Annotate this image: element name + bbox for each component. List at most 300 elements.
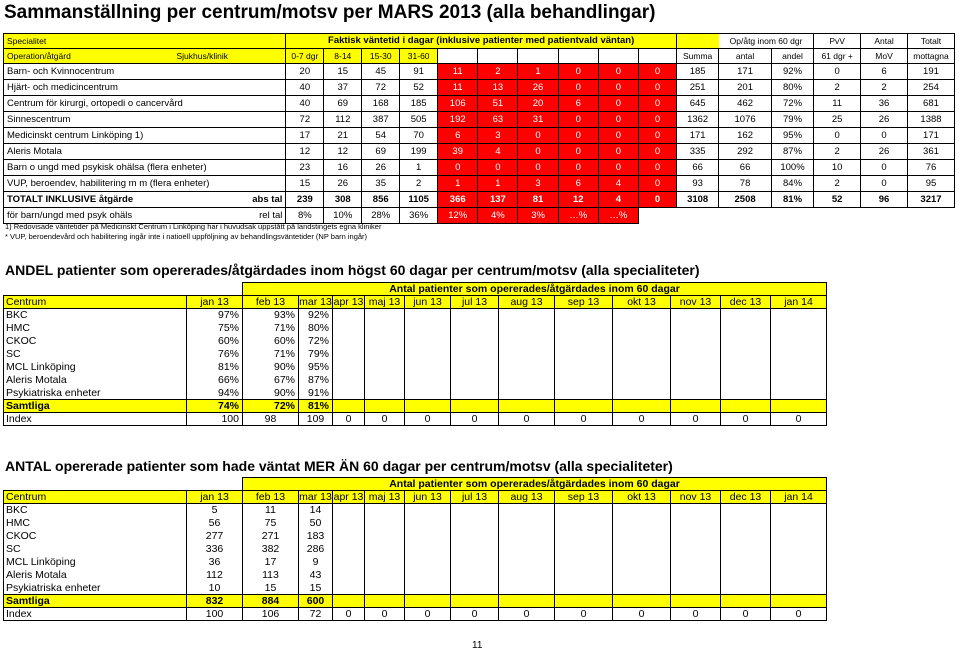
- cell-value: [405, 309, 451, 322]
- centrum-name: CKOC: [4, 530, 187, 543]
- col-header: 31-60: [400, 49, 438, 64]
- month-header: feb 13: [243, 296, 299, 309]
- cell-value: [333, 361, 365, 374]
- index-cell: 0: [451, 608, 499, 621]
- month-header: nov 13: [671, 296, 721, 309]
- month-header: jun 13: [405, 491, 451, 504]
- cell-value: 76: [907, 160, 954, 176]
- cell-value: 462: [719, 96, 771, 112]
- cell-value: 15: [286, 176, 324, 192]
- month-header: aug 13: [499, 296, 555, 309]
- cell-value: [365, 556, 405, 569]
- centrum-col-header: Centrum: [4, 296, 187, 309]
- centrum-name: Sinnescentrum: [4, 112, 286, 128]
- cell-value: 35: [362, 176, 400, 192]
- cell-value: 80%: [299, 322, 333, 335]
- cell-value: 6: [438, 128, 478, 144]
- cell-value: [499, 322, 555, 335]
- rel-cell: …%: [558, 208, 598, 224]
- total-cell: 81%: [771, 192, 813, 208]
- cell-value: 2: [814, 176, 861, 192]
- rel-cell: 12%: [438, 208, 478, 224]
- cell-value: [365, 517, 405, 530]
- cell-value: 69: [362, 144, 400, 160]
- cell-value: 1388: [907, 112, 954, 128]
- cell-value: [671, 556, 721, 569]
- cell-value: 2: [861, 80, 908, 96]
- cell-value: 387: [362, 112, 400, 128]
- cell-value: [451, 335, 499, 348]
- table-row: [4, 543, 827, 556]
- cell-value: [721, 387, 771, 400]
- cell-value: [365, 387, 405, 400]
- col-header: 0-7 dgr: [286, 49, 324, 64]
- cell-value: [333, 582, 365, 595]
- samtliga-row: [4, 400, 827, 413]
- rel-sub-label: rel tal: [177, 208, 286, 224]
- cell-value: 2: [814, 144, 861, 160]
- cell-value: 92%: [299, 309, 333, 322]
- cell-value: 52: [400, 80, 438, 96]
- index-cell: 72: [299, 608, 333, 621]
- cell-value: [365, 543, 405, 556]
- samtliga-cell: [451, 400, 499, 413]
- total-cell: 3108: [676, 192, 718, 208]
- page-title: Sammanställning per centrum/motsv per MARS 2013 (alla behandlingar): [4, 2, 656, 23]
- cell-value: 20: [286, 64, 324, 80]
- cell-value: 36: [187, 556, 243, 569]
- cell-value: 84%: [771, 176, 813, 192]
- cell-value: 25: [814, 112, 861, 128]
- empty-cell: [4, 283, 243, 296]
- footnote-2: * VUP, beroendevård och habilitering ingår inte i natioell uppföljning av behandlingsväntetider (NP barn ingår): [5, 232, 368, 241]
- cell-value: 112: [324, 112, 362, 128]
- centrum-name: Aleris Motala: [4, 374, 187, 387]
- total-cell: 1105: [400, 192, 438, 208]
- cell-value: [499, 556, 555, 569]
- cell-value: 0: [558, 64, 598, 80]
- centrum-name: HMC: [4, 322, 187, 335]
- rel-cell: 4%: [478, 208, 518, 224]
- cell-value: [451, 569, 499, 582]
- cell-value: [333, 335, 365, 348]
- samtliga-cell: [721, 400, 771, 413]
- total-cell: 52: [814, 192, 861, 208]
- cell-value: 26: [324, 176, 362, 192]
- index-cell: 0: [333, 413, 365, 426]
- cell-value: [613, 582, 671, 595]
- index-cell: 0: [365, 608, 405, 621]
- cell-value: 199: [400, 144, 438, 160]
- cell-value: 4: [598, 176, 638, 192]
- cell-value: 15: [324, 64, 362, 80]
- cell-value: [555, 348, 613, 361]
- samtliga-cell: 884: [243, 595, 299, 608]
- cell-value: 10: [187, 582, 243, 595]
- cell-value: [721, 517, 771, 530]
- cell-value: 162: [719, 128, 771, 144]
- cell-value: [671, 517, 721, 530]
- cell-value: 0: [638, 112, 676, 128]
- cell-value: 0: [598, 96, 638, 112]
- centrum-name: Centrum för kirurgi, ortopedi o cancervård: [4, 96, 286, 112]
- cell-value: 185: [676, 64, 718, 80]
- centrum-name: Medicinskt centrum Linköping 1): [4, 128, 286, 144]
- total-cell: 96: [861, 192, 908, 208]
- cell-value: [499, 335, 555, 348]
- month-header: jan 13: [187, 296, 243, 309]
- cell-value: [365, 361, 405, 374]
- cell-value: 60%: [187, 335, 243, 348]
- month-header: okt 13: [613, 296, 671, 309]
- cell-value: [771, 517, 827, 530]
- cell-value: 51: [478, 96, 518, 112]
- rel-cell: 28%: [362, 208, 400, 224]
- cell-value: 97%: [187, 309, 243, 322]
- cell-value: 0: [638, 176, 676, 192]
- cell-value: 10: [814, 160, 861, 176]
- cell-value: 75: [243, 517, 299, 530]
- cell-value: 2: [400, 176, 438, 192]
- month-header: maj 13: [365, 296, 405, 309]
- cell-value: 69: [324, 96, 362, 112]
- cell-value: 23: [286, 160, 324, 176]
- cell-value: [333, 543, 365, 556]
- cell-value: 2: [478, 64, 518, 80]
- cell-value: [771, 374, 827, 387]
- table-row: [4, 144, 955, 160]
- cell-value: [405, 569, 451, 582]
- col-header: 61-90: [438, 49, 478, 64]
- cell-value: 26: [861, 112, 908, 128]
- cell-value: [405, 504, 451, 517]
- cell-value: [451, 374, 499, 387]
- cell-value: [365, 530, 405, 543]
- cell-value: 0: [598, 128, 638, 144]
- cell-value: [613, 556, 671, 569]
- table-row: [4, 569, 827, 582]
- table-row: [4, 335, 827, 348]
- cell-value: 0: [861, 160, 908, 176]
- cell-value: [365, 569, 405, 582]
- cell-value: [405, 582, 451, 595]
- cell-value: [771, 543, 827, 556]
- cell-value: 183: [299, 530, 333, 543]
- cell-value: [451, 309, 499, 322]
- cell-value: 292: [719, 144, 771, 160]
- samtliga-cell: [405, 595, 451, 608]
- andel-heading: ANDEL patienter som opererades/åtgärdades inom högst 60 dagar per centrum/motsv (alla specialiteter): [5, 262, 700, 278]
- cell-value: [451, 543, 499, 556]
- total-cell: 2508: [719, 192, 771, 208]
- cell-value: [333, 387, 365, 400]
- cell-value: 168: [362, 96, 400, 112]
- cell-value: [499, 348, 555, 361]
- cell-value: [451, 530, 499, 543]
- cell-value: 112: [187, 569, 243, 582]
- cell-value: 15: [243, 582, 299, 595]
- cell-value: [555, 335, 613, 348]
- index-label: Index: [4, 608, 187, 621]
- cell-value: [405, 556, 451, 569]
- cell-value: 0: [518, 128, 558, 144]
- month-header: apr 13: [333, 295, 364, 308]
- total-cell: 3217: [907, 192, 954, 208]
- cell-value: [613, 543, 671, 556]
- cell-value: 81%: [187, 361, 243, 374]
- cell-value: 70: [400, 128, 438, 144]
- span-header: Antal patienter som opererades/åtgärdades inom 60 dagar: [243, 283, 827, 296]
- index-cell: 0: [771, 608, 827, 621]
- cell-value: 40: [286, 80, 324, 96]
- cell-value: [365, 335, 405, 348]
- cell-value: 0: [518, 160, 558, 176]
- cell-value: [451, 556, 499, 569]
- rel-cell: 36%: [400, 208, 438, 224]
- cell-value: 0: [638, 128, 676, 144]
- cell-value: [721, 543, 771, 556]
- andel-table: [3, 282, 827, 426]
- centrum-col-header: Centrum: [4, 491, 187, 504]
- cell-value: 9: [299, 556, 333, 569]
- table-row: [4, 112, 955, 128]
- cell-value: [771, 361, 827, 374]
- cell-value: 40: [286, 96, 324, 112]
- main-waiting-time-table: [3, 33, 955, 224]
- cell-value: [613, 335, 671, 348]
- cell-value: 192: [438, 112, 478, 128]
- index-cell: 100: [187, 413, 243, 426]
- total-cell: 308: [324, 192, 362, 208]
- cell-value: 95%: [771, 128, 813, 144]
- empty-cell: [638, 208, 954, 224]
- cell-value: [721, 309, 771, 322]
- centrum-name: HMC: [4, 517, 187, 530]
- footnote-1: 1) Redovisade väntetider på Medicinskt Centrum i Linköping har i huvudsak uppstått på landstingets egna kliniker: [5, 222, 382, 231]
- cell-value: 251: [676, 80, 718, 96]
- col-header: andel: [771, 49, 813, 64]
- cell-value: 113: [243, 569, 299, 582]
- cell-value: [499, 569, 555, 582]
- cell-value: 87%: [299, 374, 333, 387]
- cell-value: 0: [638, 144, 676, 160]
- cell-value: 12: [286, 144, 324, 160]
- cell-value: 645: [676, 96, 718, 112]
- centrum-name: CKOC: [4, 335, 187, 348]
- centrum-name: Psykiatriska enheter: [4, 387, 187, 400]
- cell-value: 3: [518, 176, 558, 192]
- cell-value: 12: [324, 144, 362, 160]
- cell-value: 43: [299, 569, 333, 582]
- header-row-1: [4, 34, 955, 49]
- cell-value: [771, 504, 827, 517]
- cell-value: [721, 569, 771, 582]
- cell-value: 0: [438, 160, 478, 176]
- col-header: Summa: [676, 49, 718, 64]
- col-header: 121-180: [518, 49, 558, 64]
- samtliga-cell: [405, 400, 451, 413]
- index-cell: 0: [671, 413, 721, 426]
- cell-value: 14: [299, 504, 333, 517]
- table-row: [4, 374, 827, 387]
- cell-value: [499, 504, 555, 517]
- cell-value: 681: [907, 96, 954, 112]
- cell-value: [771, 556, 827, 569]
- cell-value: [555, 530, 613, 543]
- cell-value: [671, 530, 721, 543]
- month-header: jan 14: [771, 296, 827, 309]
- cell-value: 171: [907, 128, 954, 144]
- col-header: antal: [719, 49, 771, 64]
- header-row-2: [4, 49, 955, 64]
- index-row: [4, 608, 827, 621]
- index-cell: 0: [451, 413, 499, 426]
- cell-value: 16: [324, 160, 362, 176]
- samtliga-cell: [771, 400, 827, 413]
- cell-value: [405, 361, 451, 374]
- cell-value: [613, 504, 671, 517]
- samtliga-cell: [333, 595, 365, 608]
- index-cell: 0: [671, 608, 721, 621]
- samtliga-cell: 600: [299, 595, 333, 608]
- cell-value: 90%: [243, 387, 299, 400]
- cell-value: [671, 582, 721, 595]
- cell-value: [499, 387, 555, 400]
- cell-value: [771, 387, 827, 400]
- month-header: apr 13: [333, 490, 364, 503]
- cell-value: [405, 543, 451, 556]
- cell-value: [771, 348, 827, 361]
- cell-value: 21: [324, 128, 362, 144]
- pvv-header: PvV: [814, 34, 861, 49]
- col-header: 61 dgr +: [814, 49, 861, 64]
- centrum-name: Aleris Motala: [4, 144, 286, 160]
- centrum-name: Barn o ungd med psykisk ohälsa (flera enheter): [4, 160, 286, 176]
- cell-value: 75%: [187, 322, 243, 335]
- cell-value: 0: [861, 128, 908, 144]
- total-cell: 366: [438, 192, 478, 208]
- samtliga-cell: [721, 595, 771, 608]
- cell-value: 335: [676, 144, 718, 160]
- cell-value: 191: [907, 64, 954, 80]
- table-row: [4, 322, 827, 335]
- cell-value: [671, 361, 721, 374]
- col-header: 91-120: [478, 49, 518, 64]
- cell-value: [451, 504, 499, 517]
- cell-value: [499, 309, 555, 322]
- cell-value: [405, 322, 451, 335]
- cell-value: 0: [598, 64, 638, 80]
- cell-value: 0: [861, 176, 908, 192]
- cell-value: [405, 348, 451, 361]
- cell-value: [555, 582, 613, 595]
- sjukhus-header: Sjukhus/klinik: [177, 49, 286, 64]
- cell-value: 0: [638, 96, 676, 112]
- cell-value: 93%: [243, 309, 299, 322]
- rel-cell: …%: [598, 208, 638, 224]
- index-cell: 0: [405, 608, 451, 621]
- col-header: 15-30: [362, 49, 400, 64]
- antal-table: [3, 477, 827, 621]
- cell-value: [771, 335, 827, 348]
- footnotes: [5, 222, 381, 242]
- specialitet-header: Specialitet: [4, 34, 286, 49]
- rel-cell: 3%: [518, 208, 558, 224]
- cell-value: [771, 569, 827, 582]
- cell-value: 271: [243, 530, 299, 543]
- month-header: jan 13: [187, 491, 243, 504]
- cell-value: [671, 387, 721, 400]
- cell-value: [333, 322, 365, 335]
- cell-value: 67%: [243, 374, 299, 387]
- cell-value: 6: [558, 176, 598, 192]
- col-header: mottagna: [907, 49, 954, 64]
- table-row: [4, 517, 827, 530]
- index-cell: 0: [555, 608, 613, 621]
- opatg-header: Op/åtg inom 60 dgr: [719, 34, 814, 49]
- index-cell: 109: [299, 413, 333, 426]
- cell-value: [499, 361, 555, 374]
- cell-value: 72%: [299, 335, 333, 348]
- cell-value: [499, 582, 555, 595]
- cell-value: [555, 309, 613, 322]
- centrum-name: MCL Linköping: [4, 361, 187, 374]
- cell-value: [499, 543, 555, 556]
- cell-value: 71%: [243, 348, 299, 361]
- table-row: [4, 387, 827, 400]
- cell-value: [721, 504, 771, 517]
- cell-value: [721, 374, 771, 387]
- cell-value: 0: [814, 128, 861, 144]
- month-header: jul 13: [451, 296, 499, 309]
- cell-value: 54: [362, 128, 400, 144]
- samtliga-cell: [771, 595, 827, 608]
- cell-value: 185: [400, 96, 438, 112]
- cell-value: [771, 322, 827, 335]
- cell-value: [721, 556, 771, 569]
- cell-value: 60%: [243, 335, 299, 348]
- cell-value: 1: [518, 64, 558, 80]
- empty-cell: [4, 478, 243, 491]
- cell-value: 0: [598, 160, 638, 176]
- cell-value: 87%: [771, 144, 813, 160]
- samtliga-cell: [365, 595, 405, 608]
- samtliga-label: Samtliga: [4, 400, 187, 413]
- centrum-name: Aleris Motala: [4, 569, 187, 582]
- col-header: 181-365: [558, 49, 598, 64]
- centrum-name: BKC: [4, 309, 187, 322]
- cell-value: [451, 387, 499, 400]
- index-cell: 0: [499, 608, 555, 621]
- cell-value: 1076: [719, 112, 771, 128]
- cell-value: [555, 374, 613, 387]
- month-header: maj 13: [365, 491, 405, 504]
- cell-value: [499, 374, 555, 387]
- cell-value: 79%: [299, 348, 333, 361]
- cell-value: [405, 530, 451, 543]
- index-cell: 0: [499, 413, 555, 426]
- cell-value: 171: [676, 128, 718, 144]
- cell-value: 0: [814, 64, 861, 80]
- cell-value: [451, 361, 499, 374]
- cell-value: 382: [243, 543, 299, 556]
- total-cell: 137: [478, 192, 518, 208]
- index-cell: 0: [555, 413, 613, 426]
- cell-value: [555, 322, 613, 335]
- cell-value: 79%: [771, 112, 813, 128]
- cell-value: 76%: [187, 348, 243, 361]
- cell-value: [721, 582, 771, 595]
